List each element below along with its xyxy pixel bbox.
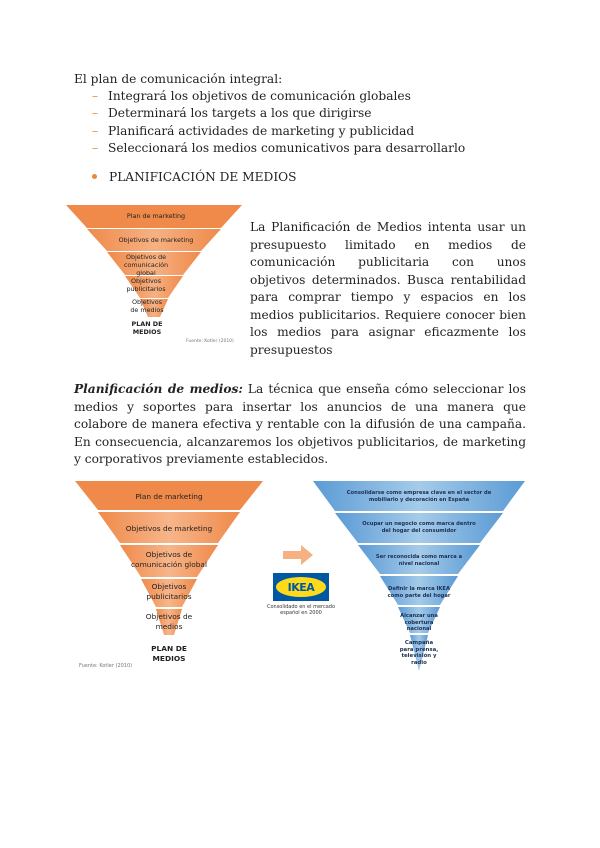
pyramid-label: Alcanzar una cobertura nacional [400, 613, 438, 632]
intro-text: El plan de comunicación integral: [74, 72, 283, 86]
large-pyramid-diagram [75, 481, 263, 669]
pyramid-label: Objetivos publicitarios [146, 582, 192, 601]
pyramid-label: Objetivos de marketing [118, 236, 194, 244]
list-item: – Planificará actividades de marketing y publicidad [92, 123, 465, 140]
pyramid-label: Ocupar un negocio como marca dentro del hogar del consumidor [362, 521, 476, 534]
ikea-logo-text: IKEA [276, 577, 326, 597]
pyramid-tip-label: PLAN DE MEDIOS [151, 644, 187, 663]
pyramid-tip-label: PLAN DE MEDIOS [131, 320, 163, 336]
pyramid-label: Objetivos de comunicación global [130, 550, 207, 569]
pyramid-label: Objetivos de medios [145, 612, 193, 631]
pyramid-label: Plan de marketing [135, 492, 203, 501]
description-paragraph: La Planificación de Medios intenta usar un presupuesto limitado en medios de comunicación publicitaria con unos objetivos determinados. Busca rentabilidad para comprar tiempo y espacios en los medios publicitarios. Requiere conocer bien los medios para asignar eficazmente los presupuestos [250, 220, 526, 357]
list-item: – Seleccionará los medios comunicativos para desarrollarlo [92, 140, 465, 157]
pyramid-label: Ser reconocida como marca a nivel nacional [375, 554, 463, 567]
section-heading [92, 170, 296, 184]
bullet-icon [92, 174, 97, 179]
definition-text: La técnica que enseña cómo seleccionar los medios y soportes para insertar los anuncios de una manera que colabore de manera efectiva y rentable con la difusión de una campaña. En consecuencia, alcanzaremos los objetivos publicitarios, de marketing y corporativos previamente establecidos. [74, 382, 526, 466]
ikea-caption: Consolidado en el mercado español en 2000 [266, 604, 336, 616]
pyramid-label: Campaña para prensa, televisión y radio [399, 640, 439, 666]
pyramid-label: Objetivos de comunicación global [123, 253, 169, 277]
source-note: Fuente: Kotler (2010) [79, 663, 133, 669]
arrow-right-icon [283, 545, 313, 565]
pyramid-label: Objetivos de medios [130, 298, 164, 314]
pyramid-label: Objetivos de marketing [125, 524, 213, 533]
source-note: Fuente: Kotler (2010) [186, 339, 234, 344]
definition-term: Planificación de medios: [74, 382, 243, 396]
pyramid-label: Plan de marketing [126, 212, 186, 220]
section-heading-text: PLANIFICACIÓN DE MEDIOS [109, 170, 297, 184]
pyramid-label: Objetivos publicitarios [126, 277, 166, 293]
objectives-list [92, 88, 465, 157]
list-item: – Integrará los objetivos de comunicación globales [92, 88, 465, 105]
pyramid-label: Definir la marca IKEA como parte del hogar [387, 586, 451, 599]
definition-paragraph [74, 381, 526, 469]
list-item: – Determinará los targets a los que dirigirse [92, 105, 465, 122]
pyramid-label: Consolidarse como empresa clave en el sector de mobiliario y decoración en España [346, 490, 492, 503]
